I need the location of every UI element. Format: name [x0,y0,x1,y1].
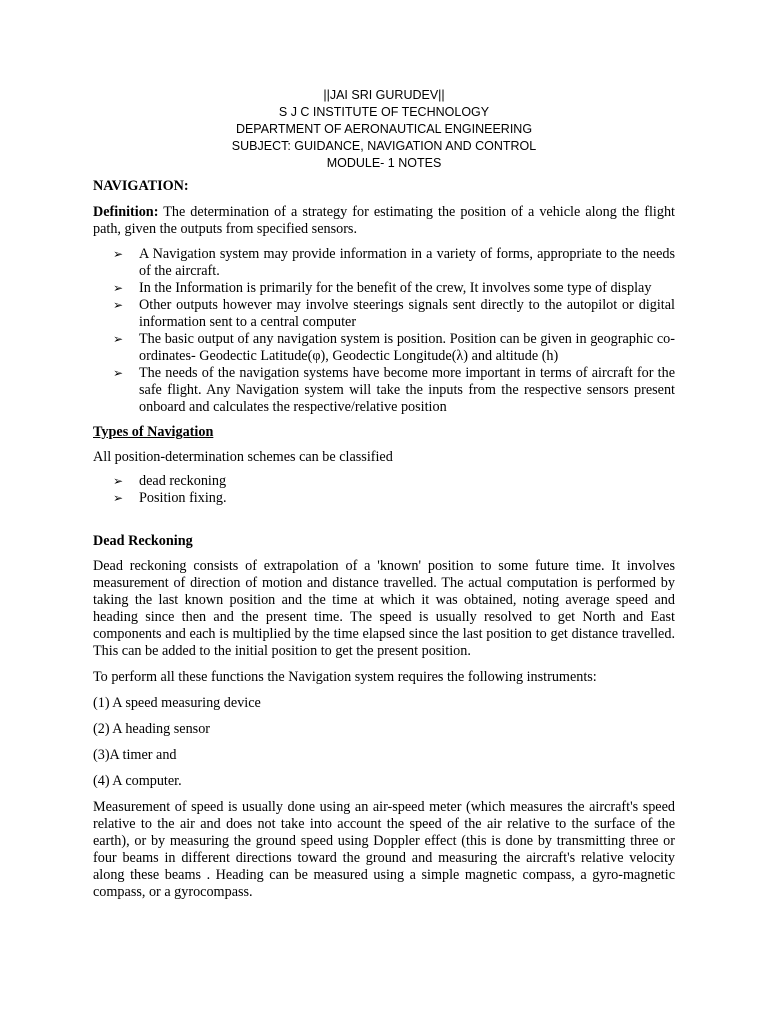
document-body [93,178,675,901]
arrowhead-bullet-icon: ➢ [113,332,124,346]
instrument-item: (2) A heading sensor [93,721,211,737]
types-intro: All position-determination schemes can be classified [93,449,393,465]
header-module: MODULE- 1 NOTES [326,156,442,170]
list-item: ➢ Other outputs however may involve steerings signals sent directly to the autopilot or digital information sent to a central computer [113,297,675,330]
navigation-bullet-list [93,246,675,416]
instruments-intro: To perform all these functions the Navigation system requires the following instruments: [93,669,597,685]
instrument-item: (4) A computer. [93,773,182,789]
arrowhead-bullet-icon: ➢ [113,281,124,295]
list-item: ➢ Position fixing. [113,490,227,506]
list-item: ➢ The basic output of any navigation system is position. Position can be given in geographic co-ordinates- Geodectic Latitude(φ), Geodectic Longitude(λ) and altitude (h) [113,331,675,364]
arrowhead-bullet-icon: ➢ [113,298,124,312]
list-item: ➢ dead reckoning [113,473,227,489]
dead-reckoning-heading: Dead Reckoning [93,533,193,549]
list-item: ➢ A Navigation system may provide information in a variety of forms, appropriate to the needs of the aircraft. [113,246,675,279]
header-department: DEPARTMENT OF AERONAUTICAL ENGINEERING [235,122,533,136]
header-subject: SUBJECT: GUIDANCE, NAVIGATION AND CONTROL [231,139,537,153]
types-heading: Types of Navigation [93,424,214,440]
list-item: ➢ The needs of the navigation systems have become more important in terms of aircraft for the safe flight. Any Navigation system will take the inputs from the respective sensors present onboard and calculates the respective/relative position [113,365,675,415]
arrowhead-bullet-icon: ➢ [113,491,124,505]
instrument-item: (3)A timer and [93,747,177,763]
arrowhead-bullet-icon: ➢ [113,474,124,488]
list-item: ➢ In the Information is primarily for the benefit of the crew, It involves some type of display [113,280,652,296]
document-header [0,87,768,172]
instrument-item: (1) A speed measuring device [93,695,261,711]
navigation-heading: NAVIGATION: [93,178,189,194]
dead-reckoning-paragraph: Dead reckoning consists of extrapolation of a 'known' position to some future time. It involves measurement of direction of motion and distance travelled. The actual computation is performed by taking the last known position and the time at which it was obtained, noting average speed and heading since then and the present time. The speed is usually resolved to get North and East components and each is multiplied by the time elapsed since the last position to get distance travelled. This can be added to the initial position to get the present position. [93,558,675,659]
definition-label: Definition: [93,204,159,220]
arrowhead-bullet-icon: ➢ [113,366,124,380]
header-line-1: ||JAI SRI GURUDEV|| [323,88,445,102]
arrowhead-bullet-icon: ➢ [113,247,124,261]
header-institute: S J C INSTITUTE OF TECHNOLOGY [278,105,490,119]
measurement-paragraph: Measurement of speed is usually done using an air-speed meter (which measures the aircraft's speed relative to the air and does not take into account the speed of the air relative to the surface of the earth), or by measuring the ground speed using Doppler effect (this is done by transmitting three or four beams in different directions toward the ground and measuring the aircraft's relative velocity along these beams . Heading can be measured using a simple magnetic compass, a gyro-magnetic compass, or a gyrocompass. [93,799,675,900]
types-bullet-list [93,473,675,507]
definition-text: The determination of a strategy for estimating the position of a vehicle along the flight path, given the outputs from specified sensors. [93,204,675,237]
definition-paragraph [93,204,675,238]
